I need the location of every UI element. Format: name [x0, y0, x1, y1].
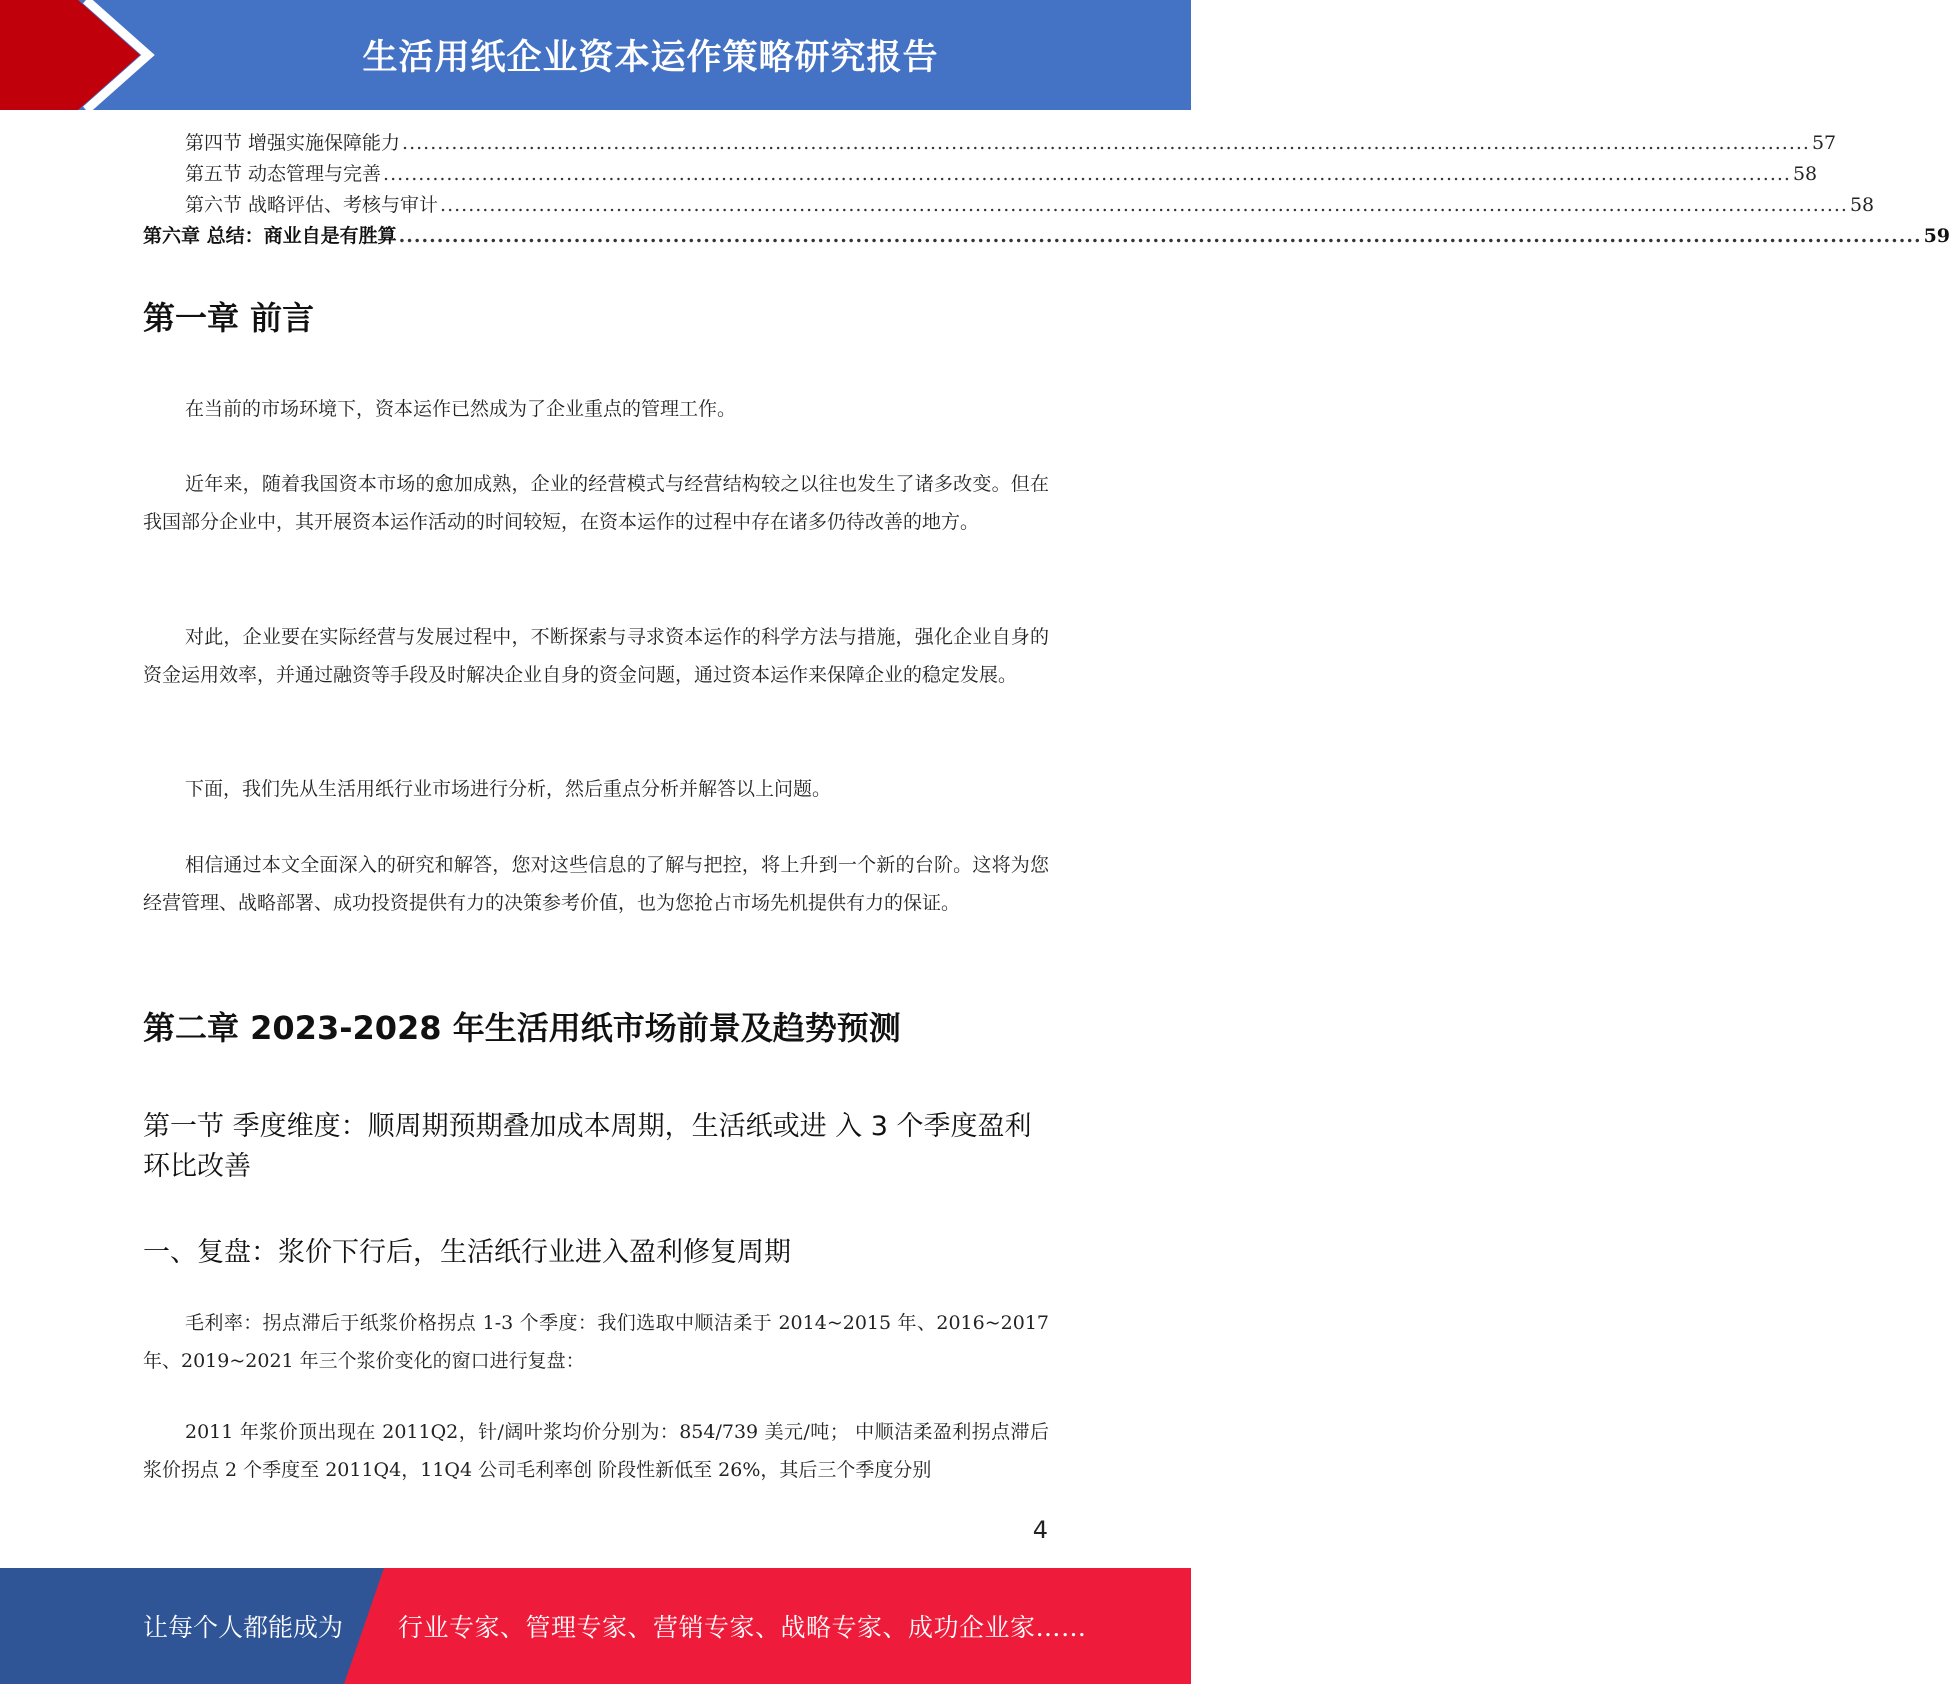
body-paragraph: 2011 年浆价顶出现在 2011Q2，针/阔叶浆均价分别为：854/739 美元/吨； 中顺洁柔盈利拐点滞后浆价拐点 2 个季度至 2011Q4，11Q4 公司毛利率创 阶段性新低至 26%，其后三个季度分别 — [143, 1421, 1049, 1481]
body-paragraph: 相信通过本文全面深入的研究和解答，您对这些信息的了解与把控，将上升到一个新的台阶。这将为您经营管理、战略部署、成功投资提供有力的决策参考价值，也为您抢占市场先机提供有力的保证。 — [143, 854, 1049, 914]
chapter-heading: 第二章 2023-2028 年生活用纸市场前景及趋势预测 — [143, 1009, 901, 1047]
body-paragraph: 下面，我们先从生活用纸行业市场进行分析，然后重点分析并解答以上问题。 — [185, 778, 832, 800]
footer-slogan-right: 行业专家、管理专家、营销专家、战略专家、成功企业家…… — [398, 1613, 1087, 1642]
toc-entry[interactable] — [143, 190, 1875, 221]
toc-entry-page: 58 — [1849, 194, 1875, 216]
body-paragraph: 对此，企业要在实际经营与发展过程中，不断探索与寻求资本运作的科学方法与措施，强化企业自身的资金运用效率，并通过融资等手段及时解决企业自身的资金问题，通过资本运作来保障企业的稳定发展。 — [143, 626, 1049, 686]
toc-entry-title: 第五节 动态管理与完善 — [185, 163, 382, 185]
toc-entry[interactable] — [143, 159, 1818, 190]
section-heading: 第一节 季度维度：顺周期预期叠加成本周期，生活纸或进 入 3 个季度盈利环比改善 — [143, 1111, 1032, 1182]
footer-slogan-left: 让每个人都能成为 — [143, 1613, 344, 1642]
chapter-heading: 第一章 前言 — [143, 299, 315, 337]
toc-entry[interactable] — [143, 128, 1837, 159]
table-of-contents — [143, 128, 1950, 252]
toc-entry-title: 第四节 增强实施保障能力 — [185, 132, 401, 154]
header-banner — [0, 0, 1191, 110]
footer-banner — [0, 1568, 1191, 1684]
report-title: 生活用纸企业资本运作策略研究报告 — [362, 38, 939, 78]
toc-entry[interactable] — [143, 221, 1950, 252]
toc-leader-dots: ........................................................................................................................................................................................................ — [398, 225, 1922, 247]
chevron-arrow-icon — [0, 0, 150, 110]
page-number: 4 — [1032, 1516, 1048, 1544]
toc-leader-dots: ........................................................................................................................................................................................................ — [383, 163, 1791, 185]
toc-entry-title: 第六章 总结：商业自是有胜算 — [143, 225, 397, 247]
toc-entry-page: 57 — [1811, 132, 1837, 154]
body-paragraph: 毛利率：拐点滞后于纸浆价格拐点 1-3 个季度：我们选取中顺洁柔于 2014~2015 年、2016~2017 年、2019~2021 年三个浆价变化的窗口进行复盘： — [143, 1312, 1049, 1372]
subsection-heading: 一、复盘：浆价下行后，生活纸行业进入盈利修复周期 — [143, 1237, 791, 1268]
body-paragraph: 近年来，随着我国资本市场的愈加成熟，企业的经营模式与经营结构较之以往也发生了诸多改变。但在我国部分企业中，其开展资本运作活动的时间较短，在资本运作的过程中存在诸多仍待改善的地方。 — [143, 473, 1049, 533]
toc-leader-dots: ........................................................................................................................................................................................................ — [402, 132, 1810, 154]
body-paragraph: 在当前的市场环境下，资本运作已然成为了企业重点的管理工作。 — [185, 398, 737, 420]
toc-entry-title: 第六节 战略评估、考核与审计 — [185, 194, 439, 216]
toc-entry-page: 59 — [1923, 225, 1950, 247]
toc-leader-dots: ........................................................................................................................................................................................................ — [440, 194, 1848, 216]
toc-entry-page: 58 — [1792, 163, 1818, 185]
